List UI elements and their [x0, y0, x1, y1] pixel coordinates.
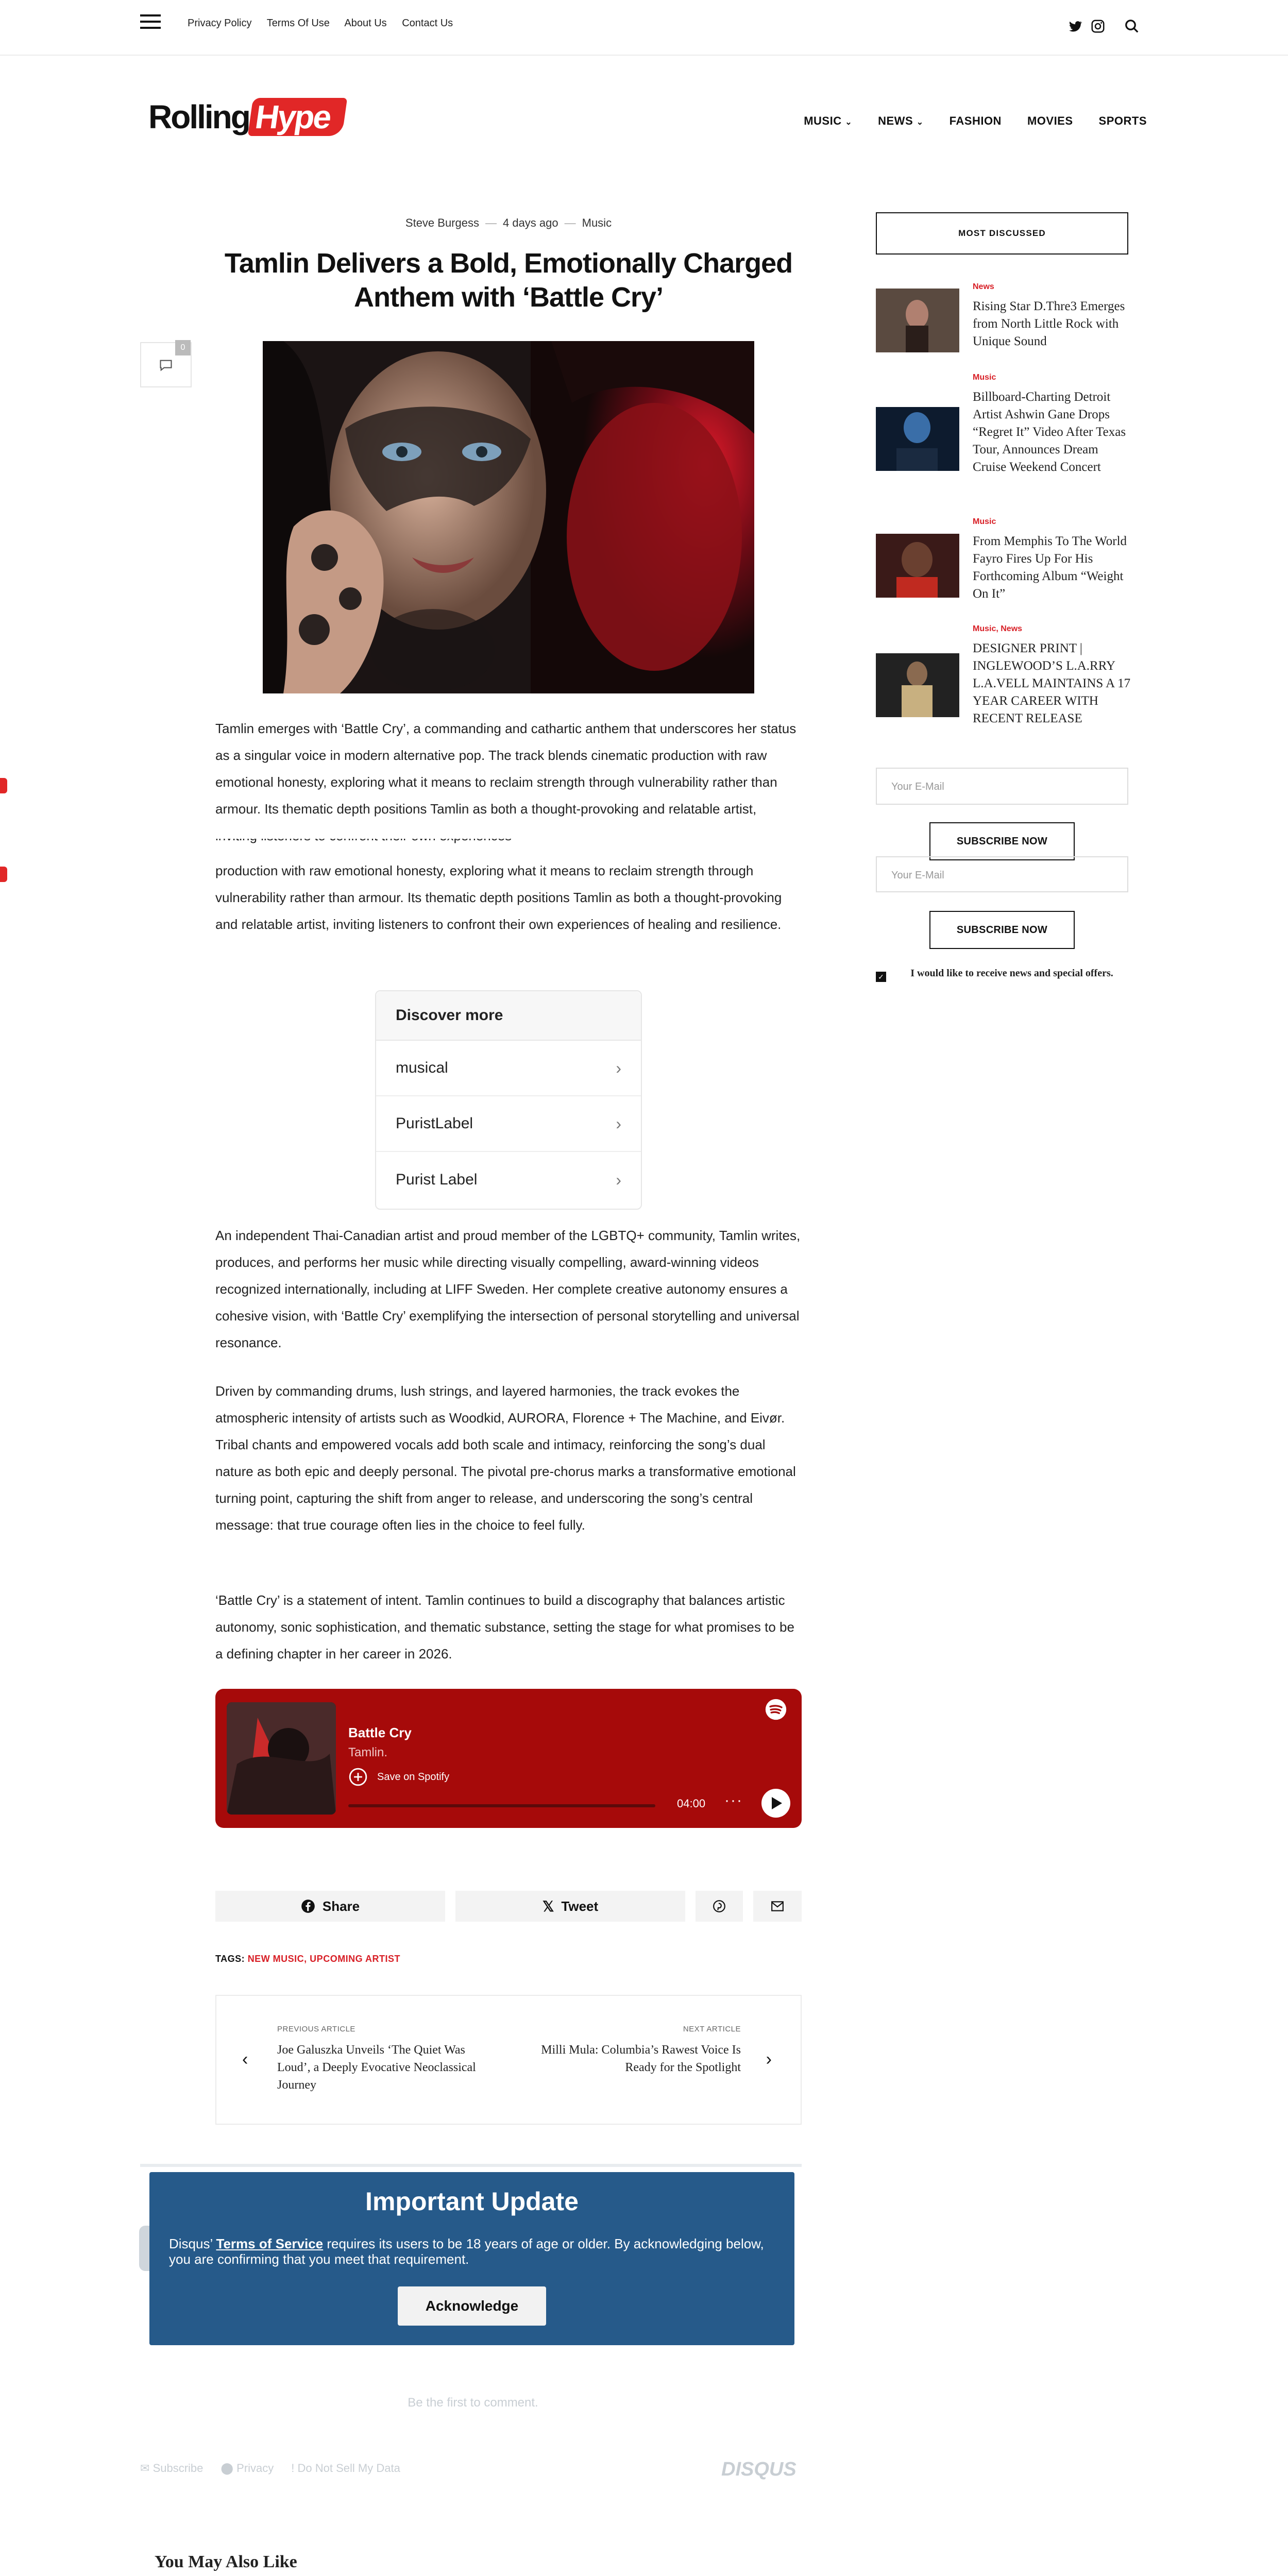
spotify-player [215, 1689, 802, 1828]
article-meta: Steve Burgess — 4 days ago — Music [405, 216, 612, 229]
sidebar-thumb [876, 407, 959, 471]
privacy-policy-link[interactable]: Privacy Policy [188, 18, 252, 29]
progress-track[interactable] [348, 1804, 655, 1807]
play-icon [771, 1796, 783, 1810]
twitter-icon[interactable] [1067, 19, 1083, 34]
paragraph-4: ‘Battle Cry’ is a statement of intent. Tamlin continues to build a discography that balances artistic autonomy, sonic sophistication, and thematic substance, setting the stage for what promises to be a defining chapter in her career in 2026. [215, 1592, 794, 1662]
nav-news[interactable]: NEWS ⌄ [878, 114, 924, 127]
top-links [188, 18, 465, 29]
sidebar-title[interactable]: From Memphis To The World Fayro Fires Up For His Forthcoming Album “Weight On It” [973, 534, 1127, 601]
discover-item[interactable]: Purist Label › [396, 1170, 621, 1189]
edge-tab[interactable] [0, 778, 7, 793]
email-input[interactable]: Your E-Mail [876, 856, 1128, 892]
chevron-right-icon: › [616, 1058, 621, 1077]
discover-item[interactable]: musical › [376, 1041, 641, 1096]
disqus-divider [140, 2164, 802, 2167]
acknowledge-button[interactable]: Acknowledge [398, 2286, 546, 2326]
terms-of-service-link[interactable]: Terms of Service [216, 2236, 324, 2251]
next-article-link[interactable]: Milli Mula: Columbia’s Rawest Voice Is Ready for the Spotlight [541, 2043, 741, 2074]
terms-link[interactable]: Terms Of Use [266, 18, 330, 29]
track-duration: 04:00 [677, 1797, 706, 1810]
also-like-title: You May Also Like [155, 2552, 297, 2571]
chevron-right-icon: › [616, 1114, 621, 1133]
disqus-age-modal [149, 2172, 794, 2345]
chevron-down-icon: ⌄ [845, 118, 853, 127]
add-circle-icon [348, 1767, 368, 1787]
sidebar-category[interactable]: Music, News [973, 624, 1023, 633]
spotify-icon[interactable] [765, 1698, 787, 1721]
nav-music[interactable]: MUSIC ⌄ [804, 114, 853, 127]
disqus-logo[interactable]: DISQUS [721, 2459, 796, 2480]
consent-label: I would like to receive news and special offers. [910, 968, 1113, 979]
share-email-button[interactable] [753, 1891, 802, 1922]
share-facebook-button[interactable]: Share [215, 1891, 445, 1922]
sidebar-item[interactable] [876, 373, 1131, 497]
chevron-right-icon: › [616, 1170, 621, 1189]
paragraph-1-repeat: production with raw emotional honesty, exploring what it means to reclaim strength through vulnerability rather than armour. Its thematic depth positions Tamlin as both a thought-provoking and relatable artist, inviting listeners to confront their own experiences of healing and resilience. [215, 863, 782, 932]
more-options-icon[interactable]: ··· [724, 1792, 743, 1809]
disqus-subscribe[interactable]: ✉ Subscribe [140, 2462, 204, 2475]
chevron-down-icon: ⌄ [916, 118, 924, 127]
nav-sports[interactable]: SPORTS [1098, 114, 1147, 127]
disqus-footer-links [140, 2462, 400, 2475]
x-icon: 𝕏 [542, 1898, 554, 1914]
discover-title: Discover more [376, 991, 641, 1041]
pinterest-icon [713, 1900, 726, 1913]
play-button[interactable] [761, 1789, 790, 1818]
disqus-do-not-sell[interactable]: ! Do Not Sell My Data [291, 2462, 400, 2475]
sidebar-thumb [876, 534, 959, 598]
nav-fashion[interactable]: FASHION [949, 114, 1002, 127]
comment-icon [159, 359, 173, 372]
about-link[interactable]: About Us [344, 18, 387, 29]
category-link[interactable]: Music [582, 216, 612, 229]
paragraph-1: Tamlin emerges with ‘Battle Cry’, a commanding and cathartic anthem that underscores her status as a singular voice in modern alternative pop. The track blends cinematic production with raw emotional honesty, exploring what it means to reclaim strength through vulnerability rather than armour. Its thematic depth positions Tamlin as both a thought-provoking and relatable artist, [215, 721, 796, 817]
subscribe-button[interactable]: SUBSCRIBE NOW [929, 822, 1075, 860]
chevron-left-icon[interactable]: ‹ [242, 2049, 248, 2069]
sidebar-item[interactable] [876, 282, 1131, 365]
modal-title: Important Update [365, 2187, 579, 2216]
share-twitter-button[interactable]: 𝕏 Tweet [455, 1891, 685, 1922]
consent-checkbox[interactable]: ✓ [876, 972, 886, 982]
album-art [227, 1702, 336, 1815]
hero-image [263, 341, 754, 693]
sidebar-thumb [876, 289, 959, 352]
instagram-icon[interactable] [1090, 19, 1106, 34]
subscribe-button[interactable]: SUBSCRIBE NOW [929, 911, 1075, 949]
lock-icon: ⬤ [221, 2462, 234, 2475]
mail-icon [771, 1901, 784, 1912]
save-on-spotify[interactable]: Save on Spotify [348, 1767, 449, 1787]
track-artist[interactable]: Tamlin. [348, 1745, 388, 1759]
paragraph-2: An independent Thai-Canadian artist and proud member of the LGBTQ+ community, Tamlin writes, produces, and performs her music while directing visually compelling, award-winning videos recognized internationally, including at LIFF Sweden. Her complete creative autonomy ensures a cohesive vision, with ‘Battle Cry’ exemplifying the intersection of personal storytelling and universal resonance. [215, 1228, 801, 1350]
share-pinterest-button[interactable] [696, 1891, 743, 1922]
sidebar-category[interactable]: News [973, 282, 994, 291]
most-discussed-heading: MOST DISCUSSED [876, 212, 1128, 255]
article-title: Tamlin Delivers a Bold, Emotionally Charged Anthem with ‘Battle Cry’ [224, 248, 793, 313]
discover-item[interactable]: PuristLabel › [376, 1096, 641, 1152]
sidebar-thumb [876, 653, 959, 717]
discover-more-box [375, 990, 642, 1210]
sidebar-item[interactable] [876, 624, 1131, 743]
sidebar-title[interactable]: Rising Star D.Thre3 Emerges from North Little Rock with Unique Sound [973, 299, 1125, 348]
post-navigation [215, 1995, 802, 2125]
site-logo[interactable]: Rolling Hype [148, 98, 344, 139]
envelope-icon: ✉ [140, 2462, 150, 2475]
chevron-right-icon[interactable]: › [766, 2049, 772, 2069]
author-link[interactable]: Steve Burgess [405, 216, 479, 229]
article-date: 4 days ago [502, 216, 558, 229]
contact-link[interactable]: Contact Us [402, 18, 453, 29]
sidebar-category[interactable]: Music [973, 517, 996, 526]
comment-count: 0 [175, 340, 191, 355]
main-nav [804, 114, 1147, 128]
nav-movies[interactable]: MOVIES [1027, 114, 1073, 127]
warning-icon: ! [291, 2462, 295, 2475]
sidebar-title[interactable]: Billboard-Charting Detroit Artist Ashwin Gane Drops “Regret It” Video After Texas Tour, Announces Dream Cruise Weekend Concert [973, 390, 1126, 474]
disqus-privacy[interactable]: ⬤ Privacy [221, 2462, 274, 2475]
disqus-empty-text: Be the first to comment. [408, 2396, 538, 2410]
next-label: NEXT ARTICLE [683, 2025, 741, 2033]
hamburger-menu-icon[interactable] [140, 14, 161, 30]
modal-text: Disqus’ Terms of Service requires its users to be 18 years of age or older. By acknowledging below, you are confirming that you meet that requirement. [169, 2236, 764, 2267]
top-bar [0, 0, 1288, 56]
text-overlap-mask [215, 823, 802, 839]
tags: TAGS: NEW MUSIC, UPCOMING ARTIST [215, 1954, 401, 1964]
prev-label: PREVIOUS ARTICLE [277, 2025, 355, 2033]
sidebar-item[interactable] [876, 517, 1131, 610]
prev-article-link[interactable]: Joe Galuszka Unveils ‘The Quiet Was Loud’, a Deeply Evocative Neoclassical Journey [277, 2043, 476, 2092]
facebook-icon [301, 1899, 315, 1913]
sidebar-category[interactable]: Music [973, 373, 996, 382]
email-input[interactable]: Your E-Mail [876, 768, 1128, 805]
edge-tab[interactable] [0, 867, 7, 882]
track-title[interactable]: Battle Cry [348, 1725, 412, 1740]
sidebar-title[interactable]: DESIGNER PRINT | INGLEWOOD’S L.A.RRY L.A.VELL MAINTAINS A 17 YEAR CAREER WITH RECENT RELEASE [973, 641, 1131, 725]
tag-links[interactable]: NEW MUSIC, UPCOMING ARTIST [247, 1954, 401, 1964]
search-icon[interactable] [1124, 19, 1140, 34]
paragraph-3: Driven by commanding drums, lush strings, and layered harmonies, the track evokes the atmospheric intensity of artists such as Woodkid, AURORA, Florence + The Machine, and Eivør. Tribal chants and empowered vocals add both scale and intimacy, reinforcing the song’s dual nature as both epic and deeply personal. The pivotal pre-chorus marks a transformative emotional turning point, capturing the shift from anger to release, and underscoring the song’s central message: that true courage often lies in the choice to feel fully. [215, 1383, 796, 1533]
